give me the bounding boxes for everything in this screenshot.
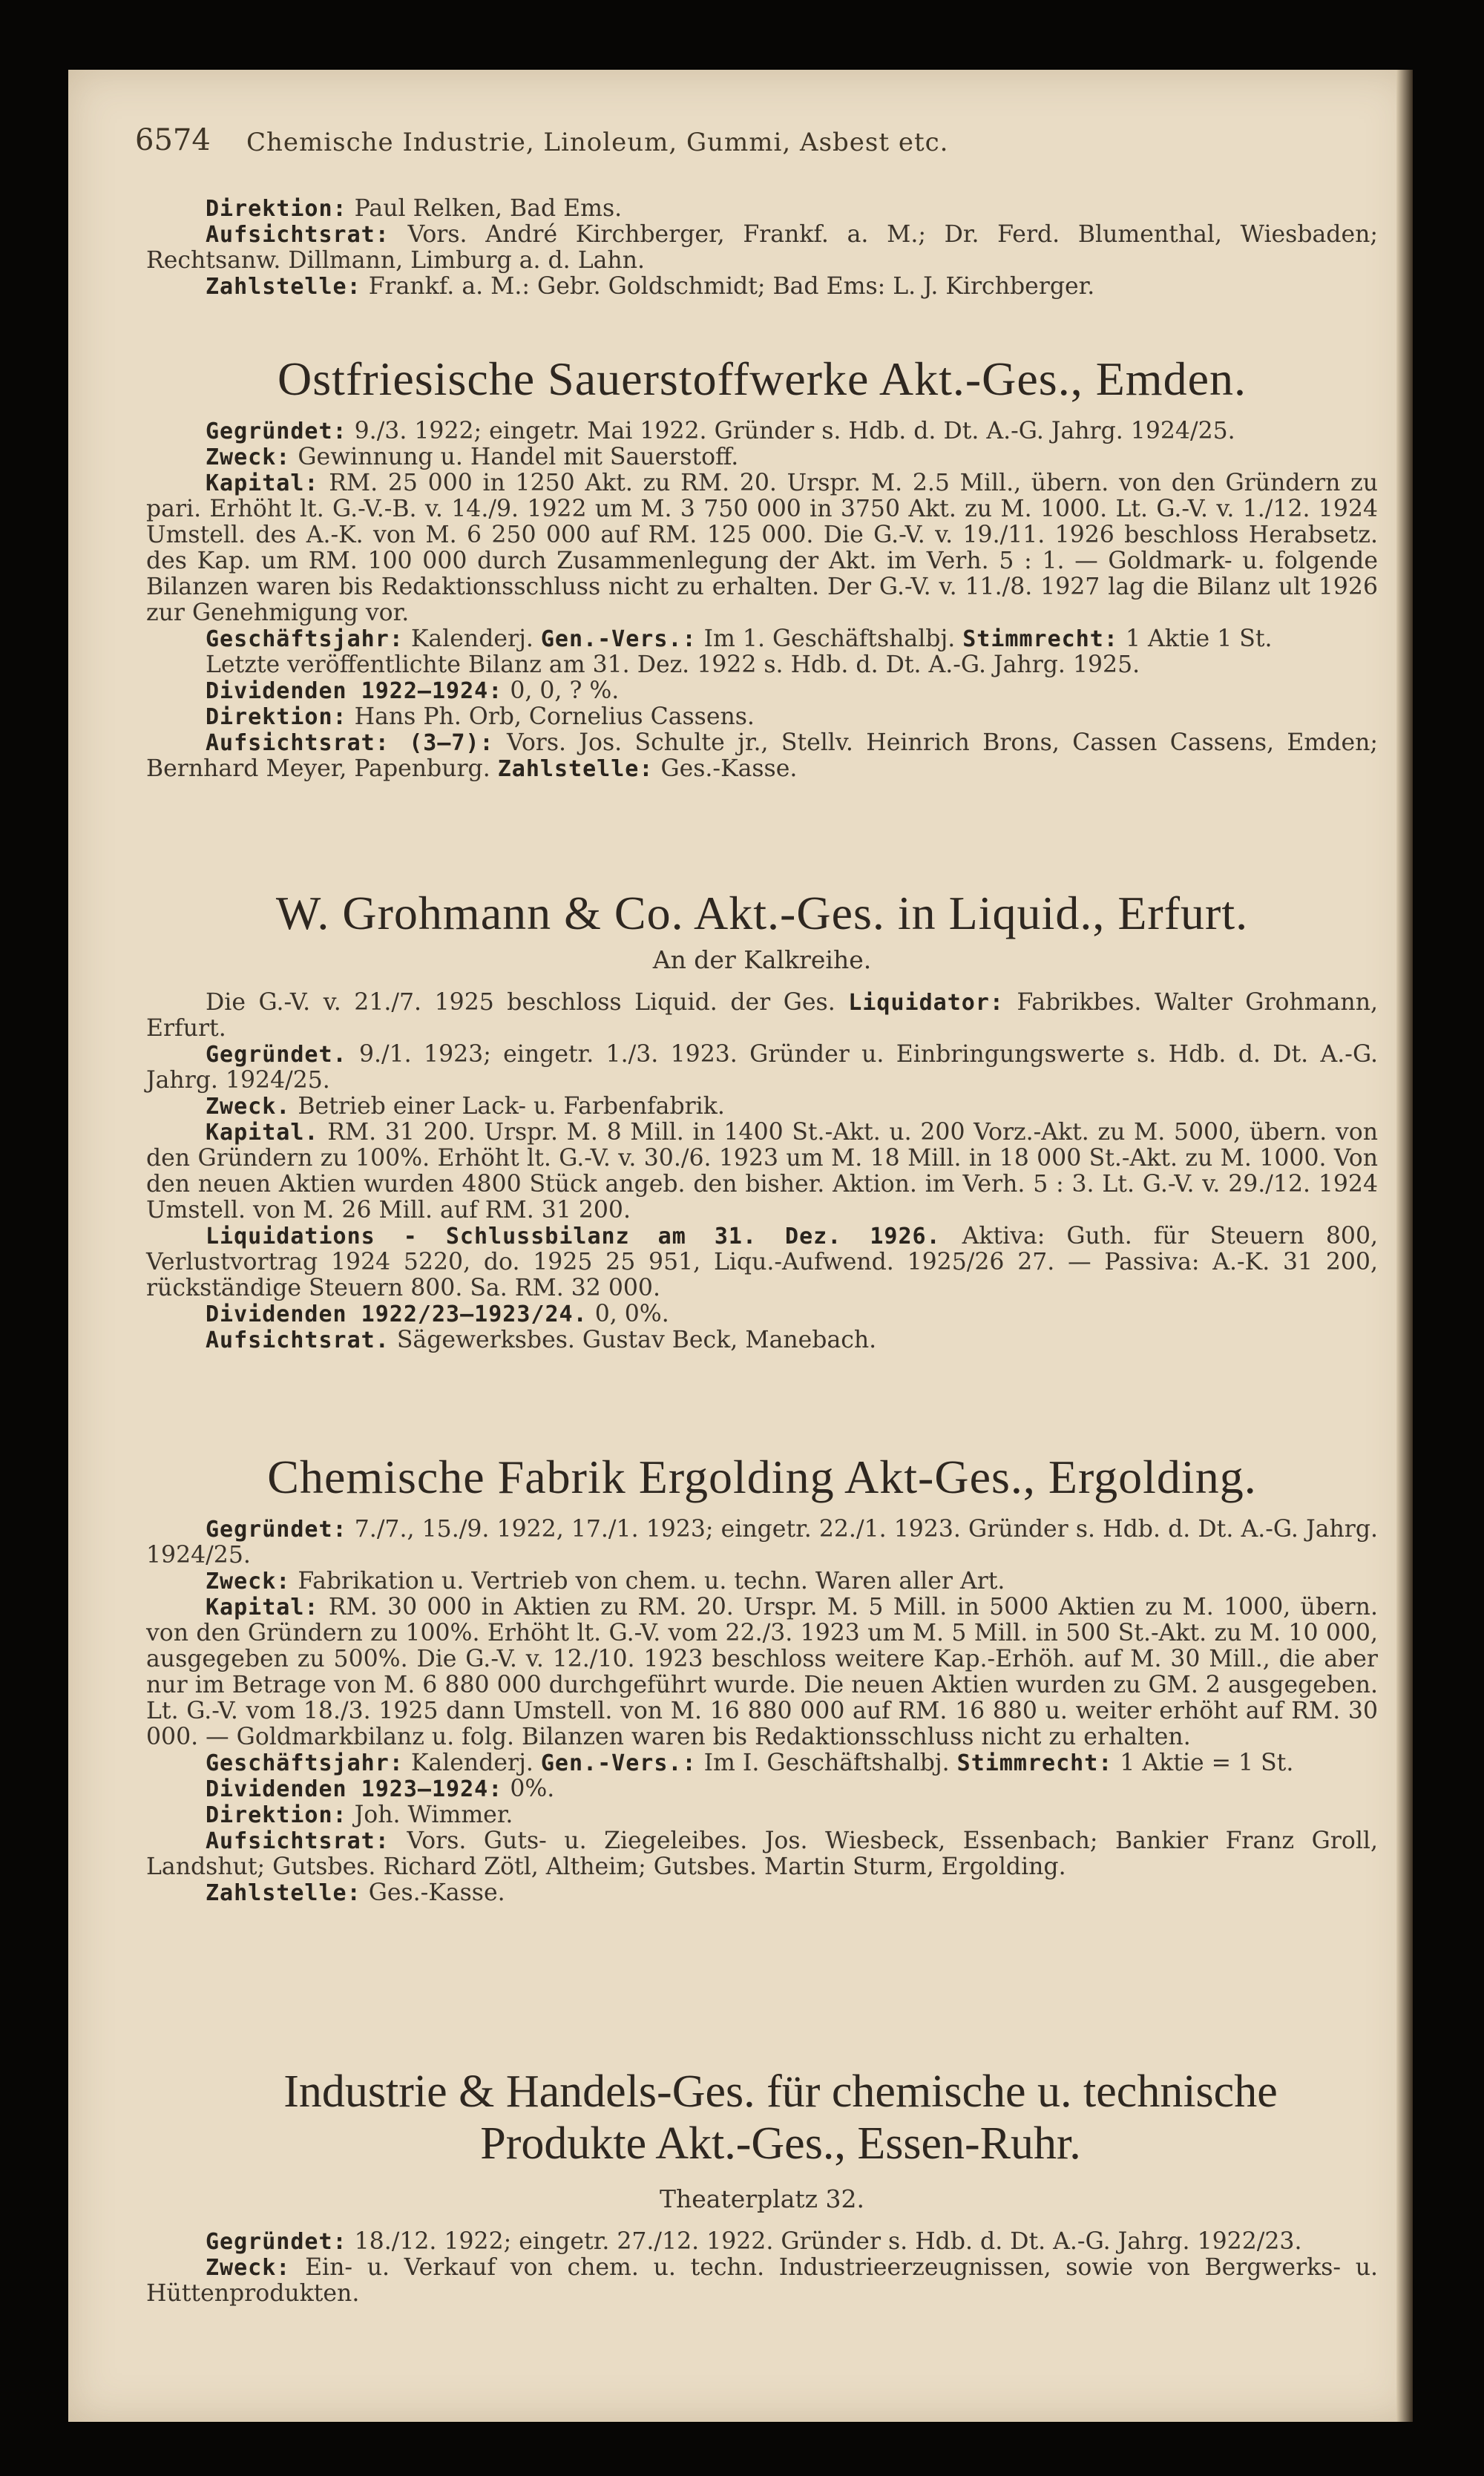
running-title: Chemische Industrie, Linoleum, Gummi, Asbest etc. — [246, 128, 949, 157]
company-title-ostfriesische — [142, 352, 1382, 407]
zweck-text: Betrieb einer Lack- u. Farbenfabrik. — [298, 1093, 725, 1120]
company-title-text: Chemische Fabrik Ergolding Akt-Ges., Ergolding. — [267, 1451, 1257, 1503]
gegruendet-label: Gegründet: — [206, 1517, 347, 1543]
aufsichtsrat-text: Vors. Jos. Schulte jr., Stellv. Heinrich Brons, Cassen Cassens, Emden; Bernhard Meyer, Papenburg. — [146, 729, 1378, 782]
aufsichtsrat-label: Aufsichtsrat. — [206, 1327, 390, 1353]
gegruendet-label: Gegründet: — [206, 418, 347, 444]
address-grohmann: An der Kalkreihe. — [652, 945, 872, 974]
gen-vers-text: Im 1. Geschäftshalbj. — [703, 625, 956, 652]
page-number: 6574 — [135, 123, 211, 157]
dividenden-text: 0%. — [510, 1776, 555, 1802]
gen-vers-label: Gen.-Vers.: — [540, 626, 697, 652]
zweck-label: Zweck. — [206, 1094, 291, 1120]
zahlstelle-label: Zahlstelle: — [206, 1880, 361, 1906]
company-title-text: W. Grohmann & Co. Akt.-Ges. in Liquid., Erfurt. — [275, 887, 1249, 939]
company-title-text: Ostfriesische Sauerstoffwerke Akt.-Ges., Emden. — [278, 352, 1247, 405]
aufsichtsrat-text: Sägewerksbes. Gustav Beck, Manebach. — [396, 1327, 877, 1353]
gegruendet-text: 9./1. 1923; eingetr. 1./3. 1923. Gründer u. Einbringungswerte s. Hdb. d. Dt. A.-G. Jahrg. 1924/25. — [146, 1041, 1378, 1094]
aufsichtsrat-text: Vors. André Kirchberger, Frankf. a. M.; Dr. Ferd. Blumenthal, Wiesbaden; Rechtsanw. Dillmann, Limburg a. d. Lahn. — [146, 221, 1378, 274]
stimmrecht-label: Stimmrecht: — [962, 626, 1118, 652]
company-title-grohmann — [142, 886, 1382, 941]
geschaeftsjahr-text: Kalenderj. — [410, 1750, 533, 1776]
zahlstelle-label: Zahlstelle: — [206, 274, 361, 300]
gegruendet-label: Gegründet: — [206, 2229, 347, 2255]
aufsichtsrat-label: Aufsichtsrat: — [206, 222, 390, 248]
bilanz-text: Aktiva: Guth. für Steuern 800, Verlustvortrag 1924 5220, do. 1925 25 951, Liqu.-Aufwend. 1925/26 27. — Passiva: A.-K. 31 200, rückständige Steuern 800. Sa. RM. 32 000. — [146, 1223, 1379, 1301]
liquidator-text: Fabrikbes. Walter Grohmann, Erfurt. — [146, 989, 1379, 1042]
geschaeftsjahr-label: Geschäftsjahr: — [206, 626, 404, 652]
zweck-text: Ein- u. Verkauf von chem. u. techn. Industrieerzeugnissen, sowie von Bergwerks- u. Hüttenprodukten. — [146, 2254, 1378, 2307]
geschaeftsjahr-label: Geschäftsjahr: — [206, 1750, 404, 1776]
letzte-bilanz: Letzte veröffentlichte Bilanz am 31. Dez. 1922 s. Hdb. d. Dt. A.-G. Jahrg. 1925. — [206, 651, 1140, 678]
stimmrecht-text: 1 Aktie = 1 St. — [1120, 1750, 1294, 1776]
aufsichtsrat-label: Aufsichtsrat: (3—7): — [206, 730, 494, 756]
aufsichtsrat-label: Aufsichtsrat: — [206, 1828, 390, 1854]
dividenden-label: Dividenden 1922—1924: — [206, 678, 503, 704]
zweck-text: Fabrikation u. Vertrieb von chem. u. techn. Waren aller Art. — [298, 1568, 1005, 1595]
aufsichtsrat-text: Vors. Guts- u. Ziegeleibes. Jos. Wiesbeck, Essenbach; Bankier Franz Groll, Landshut; Gutsbes. Richard Zötl, Altheim; Gutsbes. Martin Sturm, Ergolding. — [146, 1828, 1378, 1880]
gegruendet-label: Gegründet. — [206, 1042, 347, 1068]
intro-text: Die G.-V. v. 21./7. 1925 beschloss Liquid. der Ges. — [206, 989, 835, 1016]
kapital-label: Kapital: — [206, 1595, 319, 1620]
kapital-text: RM. 25 000 in 1250 Akt. zu RM. 20. Urspr. M. 2.5 Mill., übern. von den Gründern zu pari. Erhöht lt. G.-V.-B. v. 14./9. 1922 um M. 3 750 000 in 3750 Akt. zu M. 1000. Lt. G.-V. v. 1./12. 1924 Umstell. des A.-K. von M. 6 250 000 auf RM. 125 000. Die G.-V. v. 19./11. 1926 beschloss Herabsetz. des Kap. um RM. 100 000 durch Zusammenlegung der Akt. im Verh. 5 : 1. — Goldmark- u. folgende Bilanzen waren bis Redaktionsschluss nicht zu erhalten. Der G.-V. v. 11./8. 1927 lag die Bilanz ult 1926 zur Genehmigung vor. — [146, 470, 1378, 626]
geschaeftsjahr-text: Kalenderj. — [410, 625, 533, 652]
direktion-label: Direktion: — [206, 704, 347, 730]
company-title-industrie — [180, 2066, 1382, 2170]
zahlstelle-text: Frankf. a. M.: Gebr. Goldschmidt; Bad Ems: L. J. Kirchberger. — [368, 273, 1095, 300]
entry-industrie — [146, 2229, 1378, 2307]
direktion-text: Joh. Wimmer. — [354, 1802, 513, 1828]
dividenden-text: 0, 0%. — [594, 1301, 669, 1327]
company-title-line-1: Industrie & Handels-Ges. für chemische u. technische — [283, 2066, 1278, 2117]
page-header — [135, 123, 1396, 175]
stimmrecht-label: Stimmrecht: — [956, 1750, 1113, 1776]
dividenden-label: Dividenden 1923—1924: — [206, 1776, 503, 1802]
kapital-text: RM. 30 000 in Aktien zu RM. 20. Urspr. M. 5 Mill. in 5000 Aktien zu M. 1000, übern. von den Gründern zu 100%. Erhöht lt. G.-V. vom 22./3. 1923 um M. 5 Mill. in 500 St.-Akt. zu M. 10 000, ausgegeben zu 500%. Die G.-V. v. 12./10. 1923 beschloss weitere Kap.-Erhöh. auf M. 30 Mill., die aber nur im Betrage von M. 6 880 000 durchgeführt wurde. Die neuen Aktien wurden zu GM. 2 ausgegeben. Lt. G.-V. vom 18./3. 1925 dann Umstell. von M. 16 880 000 auf RM. 16 880 u. weiter erhöht auf RM. 30 000. — Goldmarkbilanz u. folg. Bilanzen waren bis Redaktionsschluss nicht zu erhalten. — [146, 1594, 1378, 1750]
gegruendet-text: 9./3. 1922; eingetr. Mai 1922. Gründer s. Hdb. d. Dt. A.-G. Jahrg. 1924/25. — [354, 418, 1235, 444]
zahlstelle-label: Zahlstelle: — [497, 756, 654, 782]
zweck-label: Zweck: — [206, 444, 291, 470]
gegruendet-text: 18./12. 1922; eingetr. 27./12. 1922. Gründer s. Hdb. d. Dt. A.-G. Jahrg. 1922/23. — [354, 2228, 1302, 2255]
entry-ergolding — [146, 1517, 1378, 1906]
gen-vers-text: Im I. Geschäftshalbj. — [703, 1750, 950, 1776]
gegruendet-text: 7./7., 15./9. 1922, 17./1. 1923; eingetr. 22./1. 1923. Gründer s. Hdb. d. Dt. A.-G. Jahrg. 1924/25. — [146, 1516, 1378, 1569]
book-spine — [1396, 70, 1413, 2422]
zweck-text: Gewinnung u. Handel mit Sauerstoff. — [298, 444, 739, 470]
zahlstelle-text: Ges.-Kasse. — [368, 1879, 505, 1906]
kapital-label: Kapital. — [206, 1120, 319, 1146]
kapital-text: RM. 31 200. Urspr. M. 8 Mill. in 1400 St.-Akt. u. 200 Vorz.-Akt. zu M. 5000, übern. von den Gründern zu 100%. Erhöht lt. G.-V. v. 30./6. 1923 um M. 18 Mill. in 18 000 St.-Akt. zu M. 1000. Von den neuen Aktien wurden 4800 Stück angeb. den bisher. Aktion. im Verh. 5 : 3. Lt. G.-V. v. 29./12. 1924 Umstell. von M. 26 Mill. auf RM. 31 200. — [146, 1119, 1379, 1224]
direktion-text: Paul Relken, Bad Ems. — [354, 195, 623, 222]
address-industrie: Theaterplatz 32. — [659, 2184, 864, 2213]
kapital-label: Kapital: — [206, 470, 319, 496]
dividenden-text: 0, 0, ? %. — [510, 677, 620, 704]
book-page — [68, 70, 1413, 2422]
gen-vers-label: Gen.-Vers.: — [540, 1750, 697, 1776]
dividenden-label: Dividenden 1922/23—1923/24. — [206, 1301, 588, 1327]
company-title-line-2: Produkte Akt.-Ges., Essen-Ruhr. — [480, 2118, 1081, 2169]
zweck-label: Zweck: — [206, 1569, 291, 1595]
bilanz-label: Liquidations - Schlussbilanz am 31. Dez. 1926. — [206, 1224, 941, 1250]
zweck-label: Zweck: — [206, 2255, 291, 2281]
top-block — [146, 196, 1378, 300]
stimmrecht-text: 1 Aktie 1 St. — [1125, 625, 1273, 652]
liquidator-label: Liquidator: — [848, 990, 1004, 1016]
entry-grohmann — [146, 990, 1378, 1353]
direktion-label: Direktion: — [206, 196, 347, 222]
company-title-ergolding — [142, 1450, 1382, 1505]
entry-ostfriesische — [146, 418, 1378, 782]
direktion-label: Direktion: — [206, 1802, 347, 1828]
direktion-text: Hans Ph. Orb, Cornelius Cassens. — [354, 703, 755, 730]
zahlstelle-text: Ges.-Kasse. — [660, 755, 798, 782]
